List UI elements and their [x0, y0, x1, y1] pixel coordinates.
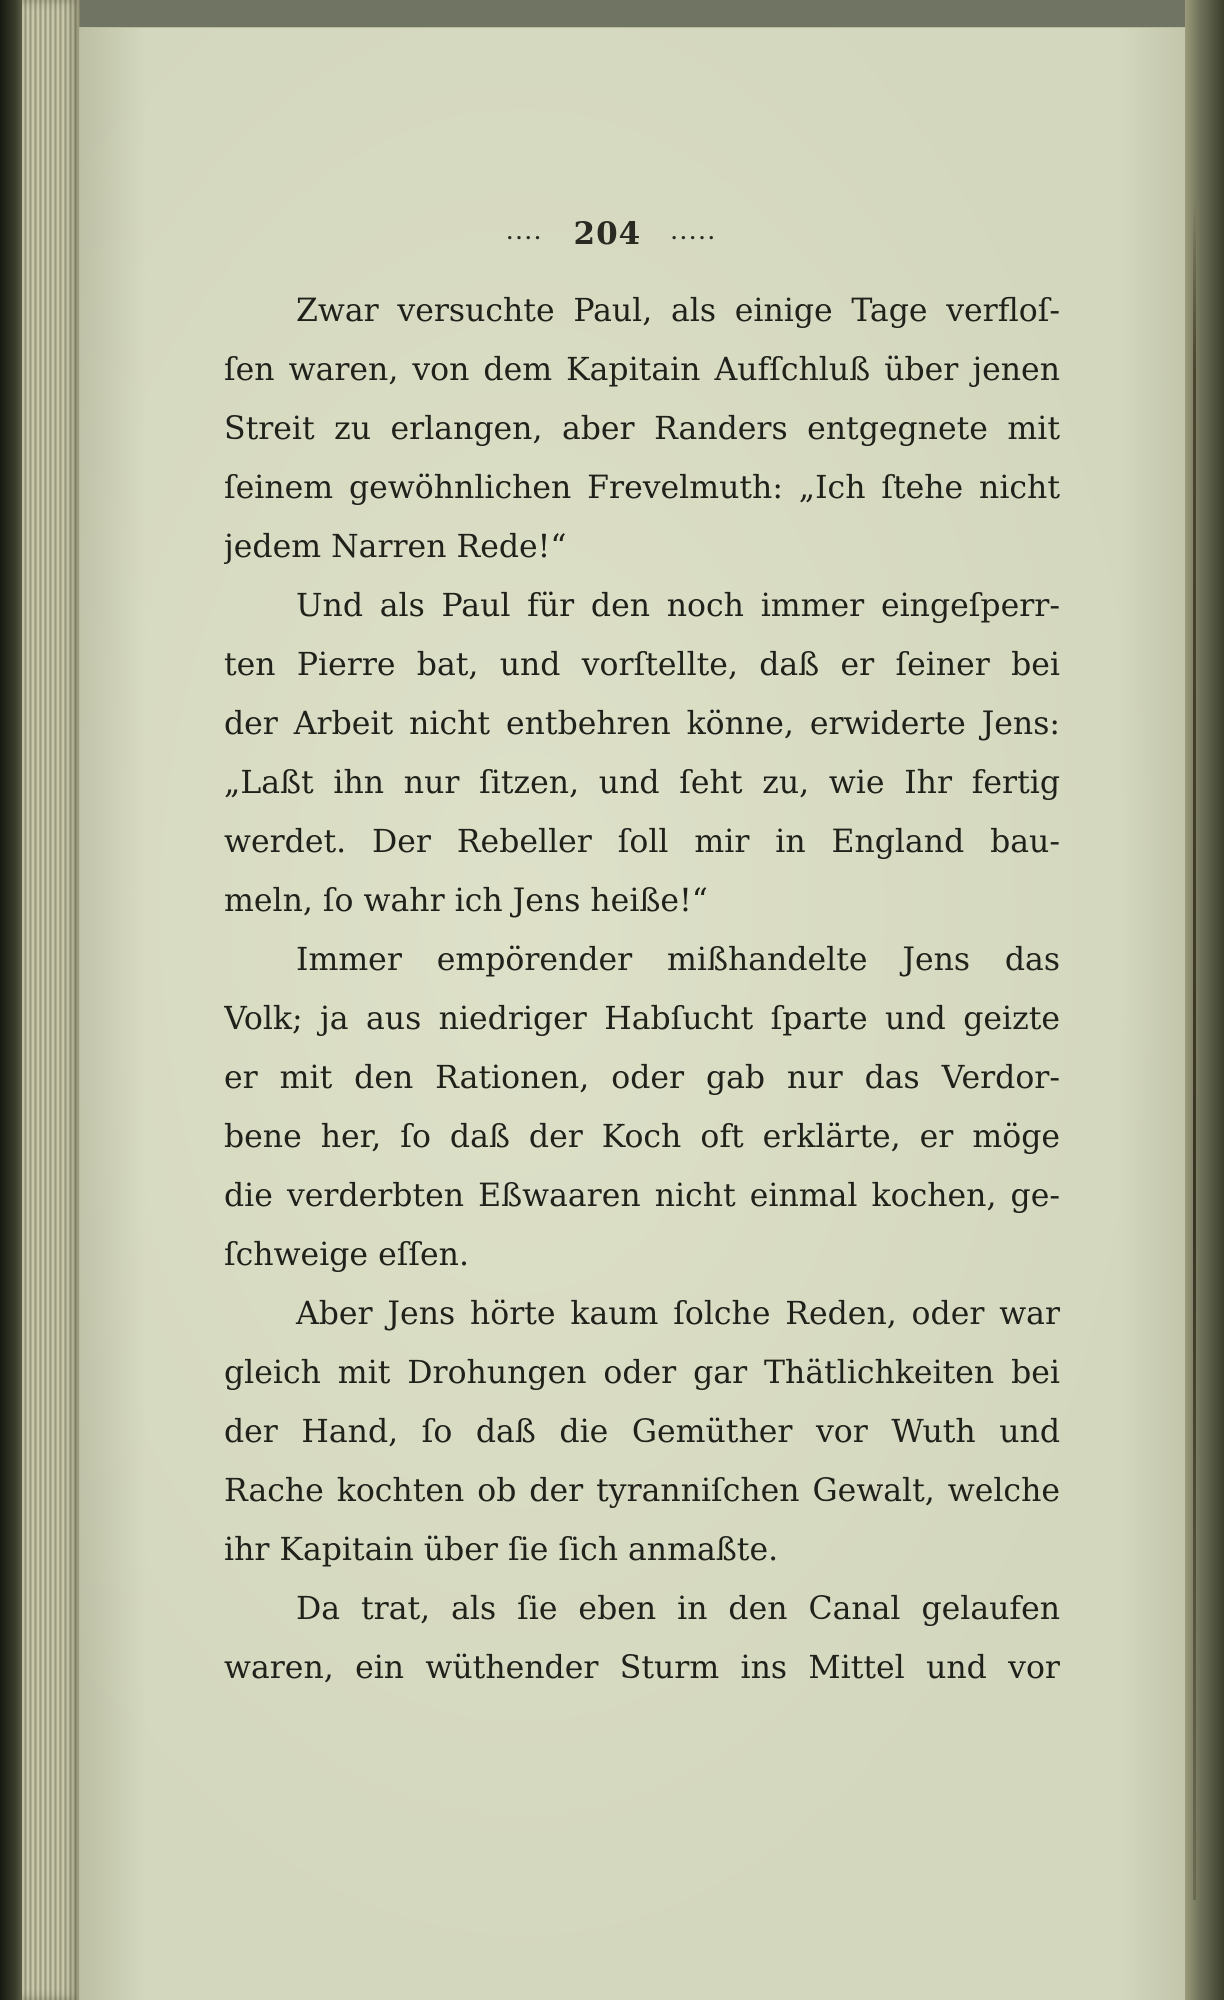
- book-binding: [0, 0, 22, 2000]
- text-line: bene her, ſo daß der Koch oft erklärte, er möge: [224, 1119, 1060, 1155]
- text-line: Immer empörender mißhandelte Jens das: [296, 942, 1060, 978]
- text-line: Volk; ja aus niedriger Habſucht ſparte und geizte: [224, 1001, 1060, 1037]
- page-number: 204: [573, 215, 642, 252]
- text-line: ſen waren, von dem Kapitain Aufſchluß über jenen: [224, 352, 1060, 388]
- page-edges: [22, 0, 80, 2000]
- text-line: meln, ſo wahr ich Jens heiße!“: [224, 883, 708, 919]
- text-line: ſchweige eſſen.: [224, 1237, 469, 1273]
- page-crease: [1193, 200, 1196, 1900]
- text-line: ſeinem gewöhnlichen Frevelmuth: „Ich ſtehe nicht: [224, 470, 1060, 506]
- text-line: die verderbten Eßwaaren nicht einmal kochen, ge-: [224, 1178, 1060, 1214]
- text-line: Da trat, als ſie eben in den Canal gelaufen: [296, 1591, 1060, 1627]
- text-line: gleich mit Drohungen oder gar Thätlichkeiten bei: [224, 1355, 1060, 1391]
- text-line: Aber Jens hörte kaum ſolche Reden, oder war: [296, 1296, 1060, 1332]
- text-line: der Hand, ſo daß die Gemüther vor Wuth und: [224, 1414, 1060, 1450]
- right-background: [1185, 0, 1224, 2000]
- text-line: Und als Paul für den noch immer eingeſperr-: [296, 588, 1060, 624]
- text-line: er mit den Rationen, oder gab nur das Verdor-: [224, 1060, 1060, 1096]
- text-line: jedem Narren Rede!“: [224, 529, 567, 565]
- text-line: „Laßt ihn nur ſitzen, und ſeht zu, wie Ihr fertig: [224, 765, 1060, 801]
- text-line: werdet. Der Rebeller ſoll mir in England bau-: [224, 824, 1060, 860]
- body-text: [224, 282, 1060, 1698]
- header-dots-right: .....: [671, 223, 718, 244]
- text-line: Zwar versuchte Paul, als einige Tage verfloſ-: [296, 293, 1060, 329]
- text-line: waren, ein wüthender Sturm ins Mittel und vor: [224, 1650, 1060, 1686]
- text-line: ihr Kapitain über ſie ſich anmaßte.: [224, 1532, 779, 1568]
- text-line: ten Pierre bat, und vorſtellte, daß er ſeiner bei: [224, 647, 1060, 683]
- text-line: der Arbeit nicht entbehren könne, erwiderte Jens:: [224, 706, 1060, 742]
- header-dots-left: ....: [506, 223, 544, 244]
- top-background: [80, 0, 1224, 28]
- text-line: Streit zu erlangen, aber Randers entgegnete mit: [224, 411, 1060, 447]
- page-header: [0, 214, 1224, 252]
- text-line: Rache kochten ob der tyranniſchen Gewalt, welche: [224, 1473, 1060, 1509]
